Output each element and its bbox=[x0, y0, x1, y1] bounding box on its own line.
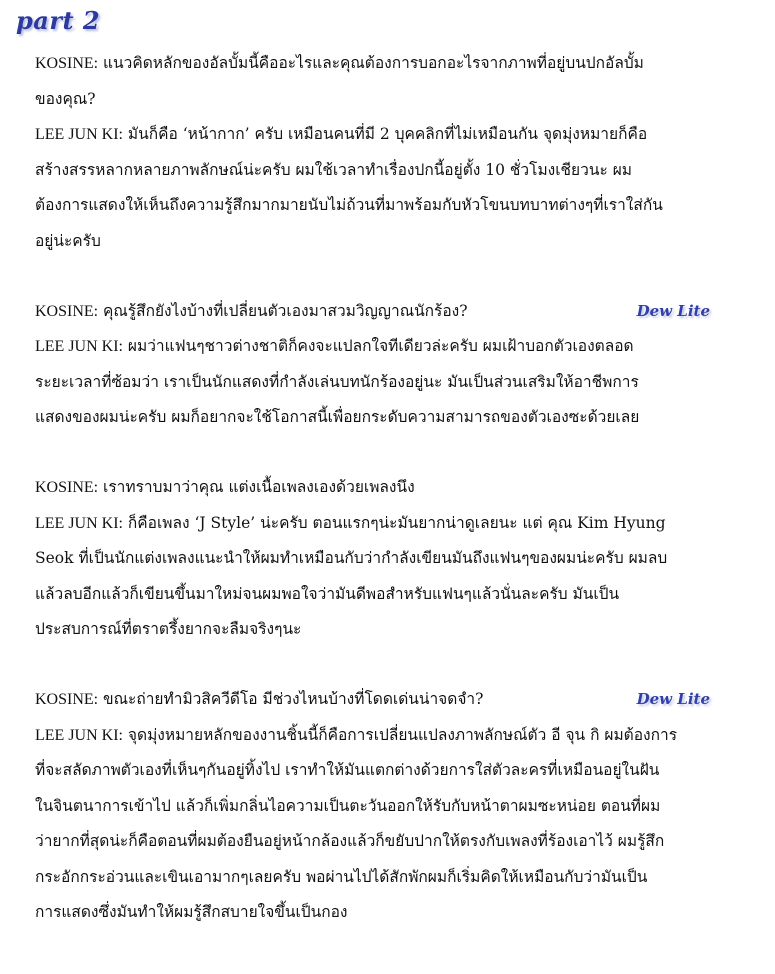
answer-text: การแสดงซึ่งมันทำให้ผมรู้สึกสบายใจขึ้นเป็นกอง bbox=[35, 903, 348, 922]
answer-line bbox=[35, 153, 740, 189]
question-speaker: KOSINE: bbox=[35, 690, 99, 708]
question-line bbox=[35, 82, 740, 118]
answer-text: จุดมุ่งหมายหลักของงานชิ้นนี้ก็คือการเปลี่ยนแปลงภาพลักษณ์ตัว อี จุน กิ ผมต้องการ bbox=[127, 725, 678, 744]
question-line bbox=[35, 46, 740, 82]
question-speaker: KOSINE: bbox=[35, 478, 99, 496]
answer-line bbox=[35, 577, 740, 613]
answer-text: กระอักกระอ่วนและเขินเอามากๆเลยครับ พอผ่านไปได้สักพักผมก็เริ่มคิดให้เหมือนกับว่ามันเป็น bbox=[35, 867, 648, 886]
answer-text: ประสบการณ์ที่ตราตรึ้งยากจะลืมจริงๆนะ bbox=[35, 620, 302, 639]
answer-line bbox=[35, 365, 740, 401]
answer-text: ต้องการแสดงให้เห็นถึงความรู้สึกมากมายนับไม่ถ้วนที่มาพร้อมกับหัวโขนบทบาทต่างๆที่เราใส่กัน bbox=[35, 196, 663, 215]
answer-text: ที่จะสลัดภาพตัวเองที่เห็นๆกันอยู่ทิ้งไป เราทำให้มันแตกต่างด้วยการใส่ตัวละครที่เหมือนอยู่ในฝัน bbox=[35, 761, 660, 780]
answer-line bbox=[35, 753, 740, 789]
answer-text: สร้างสรรหลากหลายภาพลักษณ์น่ะครับ ผมใช้เวลาทำเรื่องปกนี้อยู่ตั้ง 10 ชั่วโมงเชียวนะ ผม bbox=[35, 160, 632, 179]
question-line bbox=[35, 470, 740, 506]
answer-text: แสดงของผมน่ะครับ ผมก็อยากจะใช้โอกาสนี้เพื่อยกระดับความสามารถของตัวเองซะด้วยเลย bbox=[35, 408, 640, 427]
answer-line bbox=[35, 824, 740, 860]
answer-line bbox=[35, 541, 740, 577]
question-line bbox=[35, 294, 740, 330]
answer-line bbox=[35, 400, 740, 436]
answer-text: ว่ายากที่สุดน่ะก็คือตอนที่ผมต้องยืนอยู่หน้ากล้องแล้วก็ขยับปากให้ตรงกับเพลงที่ร้องเอาไว้ ผมรู้สึก bbox=[35, 832, 665, 851]
watermark: Dew Lite bbox=[636, 689, 710, 708]
answer-text: ระยะเวลาที่ซ้อมว่า เราเป็นนักแสดงที่กำลังเล่นบทนักร้องอยู่นะ มันเป็นส่วนเสริมให้อาชีพการ bbox=[35, 372, 639, 391]
interview-content bbox=[35, 46, 740, 965]
answer-speaker: LEE JUN KI: bbox=[35, 726, 123, 744]
answer-line bbox=[35, 789, 740, 825]
answer-text: ในจินตนาการเข้าไป แล้วก็เพิ่มกลิ่นไอความเป็นตะวันออกให้รับกับหน้าตาผมซะหน่อย ตอนที่ผม bbox=[35, 796, 661, 815]
answer-text: Seok ที่เป็นนักแต่งเพลงแนะนำให้ผมทำเหมือนกับว่ากำลังเขียนมันถึงแฟนๆของผมน่ะครับ ผมลบ bbox=[35, 549, 668, 568]
answer-text: มันก็คือ ‘หน้ากาก’ ครับ เหมือนคนที่มี 2 บุคคลิกที่ไม่เหมือนกัน จุดมุ่งหมายก็คือ bbox=[127, 125, 648, 144]
qa-block bbox=[35, 470, 740, 648]
question-speaker: KOSINE: bbox=[35, 302, 99, 320]
answer-text: ผมว่าแฟนๆชาวต่างชาติก็คงจะแปลกใจทีเดียวล่ะครับ ผมเฝ้าบอกตัวเองตลอด bbox=[127, 337, 634, 356]
answer-speaker: LEE JUN KI: bbox=[35, 514, 123, 532]
answer-line bbox=[35, 506, 740, 542]
qa-block bbox=[35, 294, 740, 436]
question-text: เราทราบมาว่าคุณ แต่งเนื้อเพลงเองด้วยเพลงนึง bbox=[103, 477, 415, 496]
answer-text: ก็คือเพลง ‘J Style’ น่ะครับ ตอนแรกๆน่ะมันยากน่าดูเลยนะ แต่ คุณ Kim Hyung bbox=[127, 513, 666, 532]
question-text: ขณะถ่ายทำมิวสิควีดีโอ มีช่วงไหนบ้างที่โดดเด่นน่าจดจำ? bbox=[103, 689, 484, 708]
answer-line bbox=[35, 224, 740, 260]
question-speaker: KOSINE: bbox=[35, 55, 99, 72]
answer-line bbox=[35, 860, 740, 896]
answer-line bbox=[35, 718, 740, 754]
answer-speaker: LEE JUN KI: bbox=[35, 338, 123, 356]
answer-text: แล้วลบอีกแล้วก็เขียนขึ้นมาใหม่จนผมพอใจว่ามันดีพอสำหรับแฟนๆแล้วนั่นละครับ มันเป็น bbox=[35, 584, 620, 603]
qa-block bbox=[35, 46, 740, 260]
answer-speaker: LEE JUN KI: bbox=[35, 126, 123, 144]
answer-line bbox=[35, 895, 740, 931]
question-line bbox=[35, 682, 740, 718]
question-text: แนวคิดหลักของอัลบั้มนี้คืออะไรและคุณต้องการบอกอะไรจากภาพที่อยู่บนปกอัลบั้ม bbox=[103, 54, 644, 72]
question-text: ของคุณ? bbox=[35, 89, 96, 108]
answer-line bbox=[35, 117, 740, 153]
watermark: Dew Lite bbox=[636, 301, 710, 320]
answer-line bbox=[35, 612, 740, 648]
part-label: part 2 bbox=[16, 6, 101, 35]
qa-block bbox=[35, 682, 740, 931]
answer-line bbox=[35, 329, 740, 365]
answer-text: อยู่น่ะครับ bbox=[35, 231, 101, 250]
answer-line bbox=[35, 188, 740, 224]
question-text: คุณรู้สึกยังไงบ้างที่เปลี่ยนตัวเองมาสวมวิญญาณนักร้อง? bbox=[103, 301, 468, 320]
